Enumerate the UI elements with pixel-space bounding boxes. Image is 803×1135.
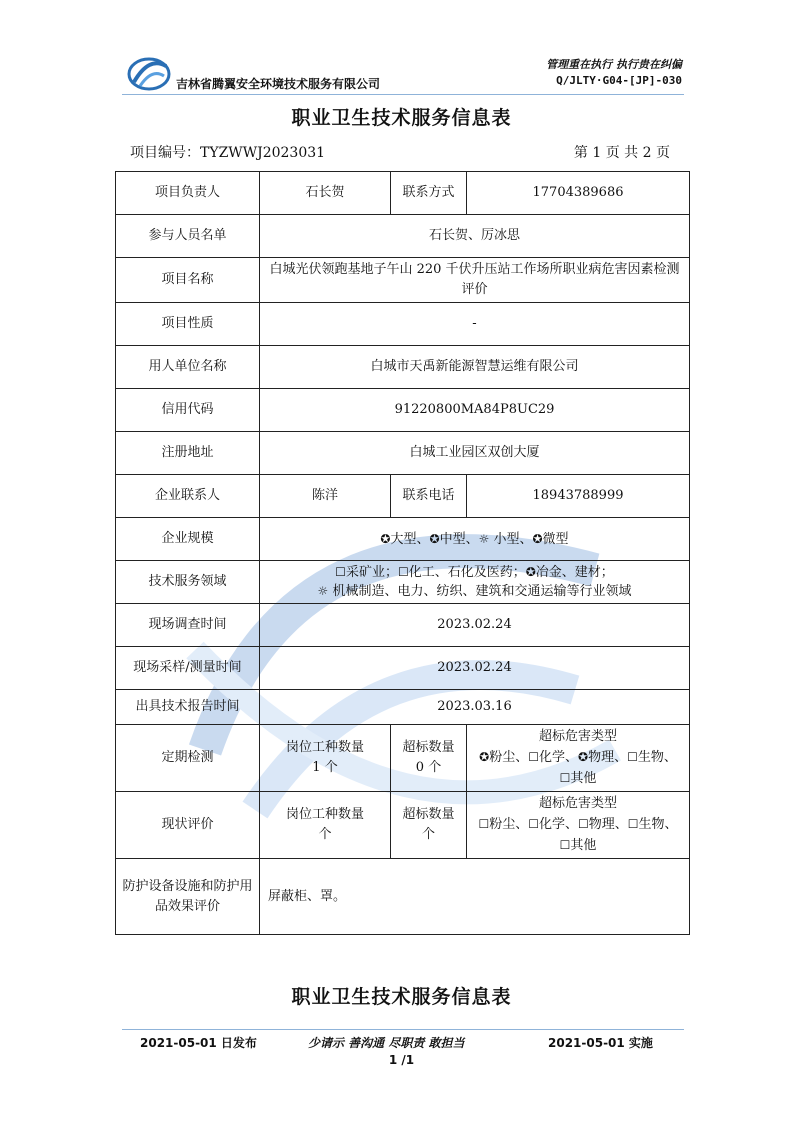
current-hazards: 超标危害类型 ☐粉尘、☐化学、☐物理、☐生物、☐其他 [467, 792, 690, 859]
table-row [116, 792, 690, 859]
employer-label: 用人单位名称 [116, 346, 260, 389]
sampling-time-label: 现场采样/测量时间 [116, 647, 260, 690]
checkbox-icon: ☐ [578, 817, 589, 831]
checkbox-icon: ☐ [335, 565, 346, 579]
implement-date: 2021-05-01 实施 [548, 1036, 653, 1050]
address-label: 注册地址 [116, 432, 260, 475]
checked-mark-icon: ✪ [479, 750, 490, 764]
company-contact-label: 企业联系人 [116, 475, 260, 518]
table-row [116, 215, 690, 258]
sun-mark-icon: ☼ [478, 531, 490, 546]
current-posts: 岗位工种数量 个 [260, 792, 391, 859]
periodic-label: 定期检测 [116, 725, 260, 792]
checked-mark-icon: ✪ [532, 531, 543, 546]
table-row [116, 258, 690, 303]
table-row [116, 725, 690, 792]
leader-value: 石长贺 [260, 172, 391, 215]
sampling-time-value: 2023.02.24 [260, 647, 690, 690]
header-slogan: 管理重在执行 执行贵在纠偏 [546, 58, 682, 71]
checkbox-icon: ☐ [528, 817, 539, 831]
checkbox-icon: ☐ [627, 750, 638, 764]
project-nature-label: 项目性质 [116, 303, 260, 346]
checked-mark-icon: ✪ [429, 531, 440, 546]
survey-time-value: 2023.02.24 [260, 604, 690, 647]
table-row [116, 172, 690, 215]
service-field-line-2: ☼ 机械制造、电力、纺织、建筑和交通运输等行业领域 [317, 584, 632, 599]
table-row [116, 389, 690, 432]
project-name-value: 白城光伏领跑基地子午山 220 千伏升压站工作场所职业病危害因素检测评价 [260, 258, 690, 303]
document-code: Q/JLTY·G04-[JP]-030 [556, 74, 682, 87]
checkbox-icon: ☐ [559, 771, 571, 785]
periodic-hazards: 超标危害类型 ✪粉尘、☐化学、✪物理、☐生物、☐其他 [467, 725, 690, 792]
employer-value: 白城市天禹新能源智慧运维有限公司 [260, 346, 690, 389]
checkbox-icon: ☐ [559, 838, 571, 852]
scale-options [260, 518, 690, 561]
table-row [116, 561, 690, 604]
table-row [116, 859, 690, 935]
credit-code-value: 91220800MA84P8UC29 [260, 389, 690, 432]
report-time-value: 2023.03.16 [260, 690, 690, 725]
project-name-label: 项目名称 [116, 258, 260, 303]
contact-method-label: 联系方式 [391, 172, 467, 215]
checkbox-icon: ☐ [627, 817, 639, 831]
checkbox-icon: ☐ [397, 565, 409, 579]
service-field-label: 技术服务领域 [116, 561, 260, 604]
project-number: 项目编号：TYZWWJ2023031 [130, 145, 326, 161]
header-rule [122, 94, 684, 95]
company-contact-value: 陈洋 [260, 475, 391, 518]
checked-mark-icon: ✪ [525, 565, 536, 579]
page-title: 职业卫生技术服务信息表 [291, 107, 512, 129]
footer-motto: 少请示 善沟通 尽职责 敢担当 [308, 1036, 465, 1050]
survey-time-label: 现场调查时间 [116, 604, 260, 647]
scale-option-micro: ✪微型 [532, 531, 569, 547]
address-value: 白城工业园区双创大厦 [260, 432, 690, 475]
service-field-line-1: ☐采矿业；☐化工、石化及医药；✪冶金、建材； [335, 565, 614, 580]
scale-option-medium: ✪中型、 [429, 531, 479, 547]
leader-label: 项目负责人 [116, 172, 260, 215]
table-row [116, 303, 690, 346]
periodic-posts: 岗位工种数量 1 个 [260, 725, 391, 792]
protection-eval-label: 防护设备设施和防护用品效果评价 [116, 859, 260, 935]
page-number: 1 /1 [388, 1053, 415, 1067]
checkbox-icon: ☐ [528, 750, 539, 764]
table-row [116, 690, 690, 725]
sun-mark-icon: ☼ [317, 584, 329, 598]
phone-label: 联系电话 [391, 475, 467, 518]
footer-rule [122, 1029, 684, 1030]
page-count: 第 1 页 共 2 页 [573, 145, 670, 161]
info-table [115, 171, 690, 935]
protection-eval-value: 屏蔽柜、罩。 [260, 859, 690, 935]
report-time-label: 出具技术报告时间 [116, 690, 260, 725]
table-row [116, 432, 690, 475]
table-row [116, 604, 690, 647]
table-row [116, 518, 690, 561]
project-nature-value: - [260, 303, 690, 346]
members-value: 石长贺、厉冰思 [260, 215, 690, 258]
table-row [116, 475, 690, 518]
checked-mark-icon: ✪ [380, 531, 391, 546]
table-row [116, 647, 690, 690]
credit-code-label: 信用代码 [116, 389, 260, 432]
issue-date: 2021-05-01 日发布 [140, 1036, 257, 1050]
scale-option-large: ✪大型、 [380, 531, 430, 547]
table-row [116, 346, 690, 389]
service-field-options [260, 561, 690, 604]
page-title-repeat: 职业卫生技术服务信息表 [291, 986, 512, 1008]
checked-mark-icon: ✪ [578, 750, 589, 764]
phone-value: 18943788999 [467, 475, 690, 518]
checkbox-icon: ☐ [478, 817, 490, 831]
current-exceed: 超标数量 个 [391, 792, 467, 859]
members-label: 参与人员名单 [116, 215, 260, 258]
periodic-exceed: 超标数量 0 个 [391, 725, 467, 792]
contact-method-value: 17704389686 [467, 172, 690, 215]
scale-label: 企业规模 [116, 518, 260, 561]
scale-option-small: ☼ 小型、 [478, 531, 533, 547]
company-name: 吉林省腾翼安全环境技术服务有限公司 [176, 77, 381, 91]
company-logo [126, 52, 172, 92]
current-eval-label: 现状评价 [116, 792, 260, 859]
